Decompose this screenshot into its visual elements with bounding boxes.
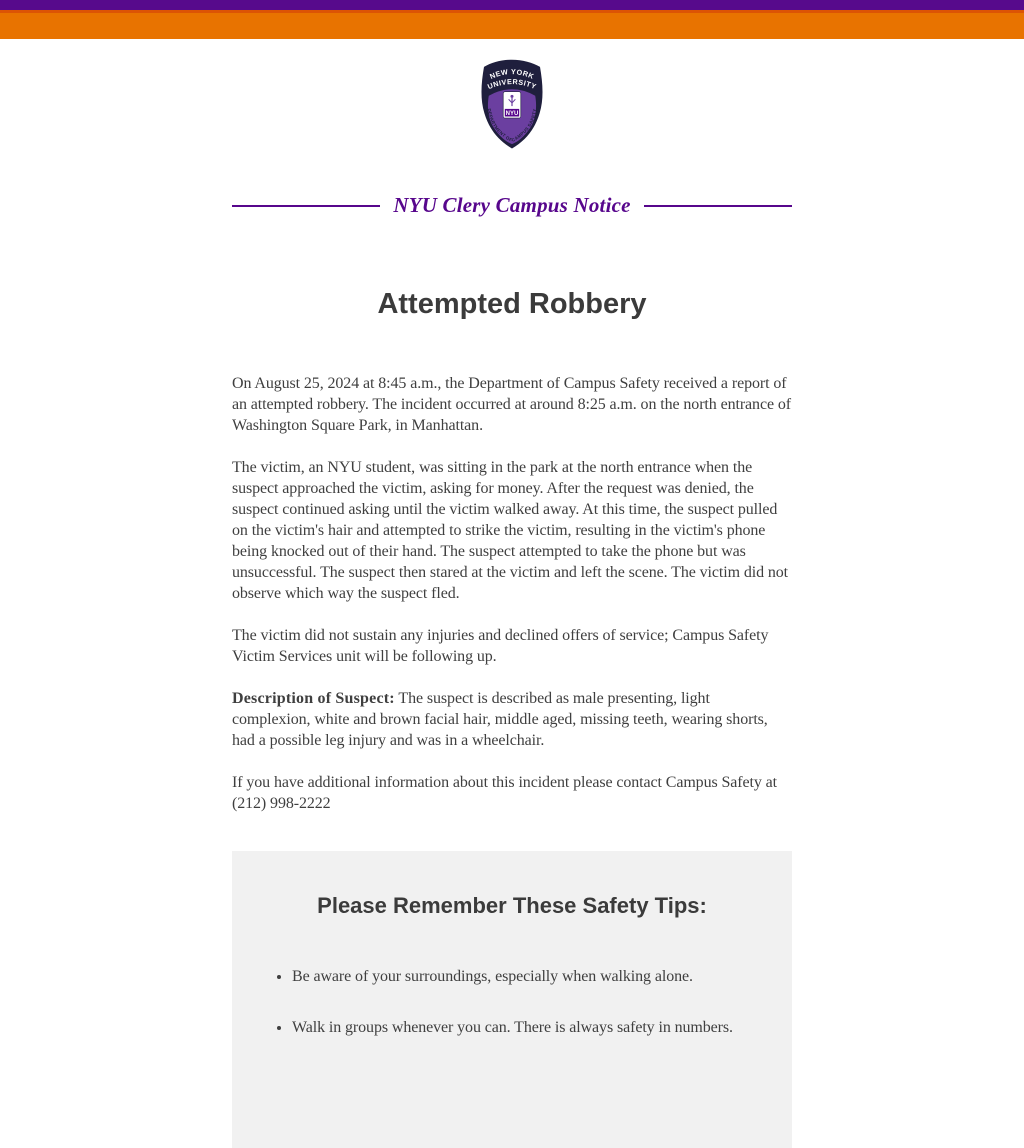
safety-tip-item: • Walk in groups whenever you can. There is always safety in numbers. (292, 1017, 752, 1038)
badge-text-university: UNIVERSITY (486, 77, 538, 92)
incident-summary-paragraph: On August 25, 2024 at 8:45 a.m., the Department of Campus Safety received a report of an attempted robbery. The incident occurred at around 8:25 a.m. on the north entrance of Washington Square Park, in Manhattan. (232, 375, 791, 434)
divider-line-left (232, 205, 380, 207)
page-title: Attempted Robbery (377, 288, 647, 320)
notice-content (232, 193, 792, 1148)
suspect-description-label: Description of Suspect: (232, 690, 395, 707)
divider-line-right (644, 205, 792, 207)
safety-tip-item: • Be aware of your surroundings, especially when walking alone. (292, 966, 752, 987)
top-bar-purple (0, 0, 1024, 10)
nyu-campus-safety-badge-icon (472, 57, 552, 152)
contact-paragraph: If you have additional information about this incident please contact Campus Safety at (212) 998-2222 (232, 774, 778, 812)
safety-tips-section (232, 851, 792, 1148)
badge-text-department: DEPARTMENT OF CAMPUS SAFETY (486, 108, 538, 144)
victim-status-paragraph: The victim did not sustain any injuries and declined offers of service; Campus Safety Victim Services unit will be following up. (232, 627, 769, 665)
safety-tips-heading: Please Remember These Safety Tips: (317, 893, 707, 918)
logo-container (0, 57, 1024, 153)
notice-banner (232, 193, 792, 218)
safety-tips-list (232, 966, 792, 1038)
badge-text-nyu: NYU (505, 110, 519, 117)
suspect-description-paragraph (232, 688, 792, 751)
badge-text-new-york: NEW YORK (488, 67, 536, 81)
incident-details-paragraph: The victim, an NYU student, was sitting in the park at the north entrance when the suspect approached the victim, asking for money. After the request was denied, the suspect continued asking until the victim walked away. At this time, the suspect pulled on the victim's hair and attempted to strike the victim, resulting in the victim's phone being knocked out of their hand. The suspect attempted to take the phone but was unsuccessful. The suspect then stared at the victim and left the scene. The victim did not observe which way the suspect fled. (232, 459, 789, 602)
notice-body (232, 373, 792, 814)
top-bar-orange (0, 13, 1024, 39)
notice-banner-title: NYU Clery Campus Notice (393, 193, 631, 217)
suspect-description-text: The suspect is described as male presenting, light complexion, white and brown facial hair, middle aged, missing teeth, wearing shorts, had a possible leg injury and was in a wheelchair. (232, 690, 768, 749)
